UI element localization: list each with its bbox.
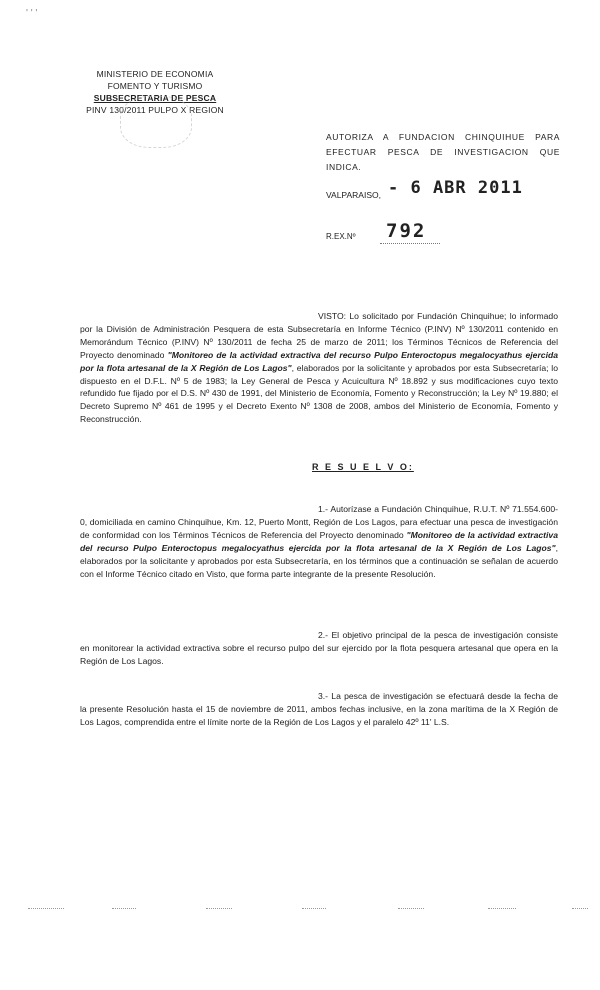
p1-text-2: , elaborados por la solicitante y aprobados por esta Subsecretaría, en los términos que a continuación se señalan de acuerdo con el Informe Técnico citado en Visto, que forma parte integrante de la presente Resolución. (80, 542, 558, 579)
rex-label: R.EX.Nº (326, 232, 356, 241)
rex-number: 792 (386, 220, 427, 242)
footer-mark-5 (398, 908, 424, 910)
date-stamp: - 6 ABR 2011 (388, 178, 523, 198)
visto-paragraph (80, 310, 558, 426)
header-line-fomento: FOMENTO Y TURISMO (107, 81, 203, 91)
stamp-seal (120, 96, 192, 148)
paragraph-2: 2.- El objetivo principal de la pesca de investigación consiste en monitorear la actividad extractiva sobre el recurso pulpo del sur ejercido por la flota pesquera artesanal que opera en la Región de Los Lagos. (80, 630, 558, 666)
visto-text-2: , elaborados por la solicitante y aprobados por esta Subsecretaría; lo dispuesto en el D.F.L. Nº 5 de 1983; la Ley General de Pesca y Acuicultura Nº 18.892 y sus modificaciones cuyo texto refundido fue fijado por el D.S. Nº 430 de 1991, del Ministerio de Economía, Fomento y Reconstrucción; la Ley Nº 19.880; el Decreto Supremo Nº 461 de 1995 y el Decreto Exento Nº 1308 de 2008, ambos del Ministerio de Economía, Fomento y Reconstrucción. (80, 362, 558, 425)
subject-text: AUTORIZA A FUNDACION CHINQUIHUE PARA EFECTUAR PESCA DE INVESTIGACION QUE INDICA. (326, 132, 560, 172)
paragraph-1 (80, 503, 558, 580)
date-label: VALPARAISO, (326, 190, 381, 200)
footer-mark-7 (572, 908, 588, 910)
footer-mark-6 (488, 908, 516, 910)
footer-mark-3 (206, 908, 232, 910)
top-mark: ' ' ' (26, 8, 38, 19)
p1-project-title: "Monitoreo de la actividad extractiva del recurso Pulpo Enteroctopus megalocyathus ejercida por la flota artesanal de la X Región de Los Lagos" (80, 529, 558, 553)
paragraph-3: 3.- La pesca de investigación se efectuará desde la fecha de la presente Resolución hasta el 15 de noviembre de 2011, ambos fechas inclusive, en la zona marítima de la X Región de Los Lagos, comprendida entre el límite norte de la Región de Los Lagos y el paralelo 42º 11' L.S. (80, 691, 558, 727)
rex-underline (380, 243, 440, 244)
footer-mark-4 (302, 908, 326, 910)
header-line-subsecretaria: SUBSECRETARIA DE PESCA (93, 93, 217, 103)
resuelvo-heading: R E S U E L V O: (312, 462, 414, 472)
visto-text-1: VISTO: Lo solicitado por Fundación Chinquihue; lo informado por la División de Administración Pesquera de esta Subsecretaría en Informe Técnico (P.INV) Nº 130/2011 contenido en Memorándum Técnico (P.INV) Nº 130/2011 de fecha 25 de marzo de 2011; los Términos Técnicos de Referencia del Proyecto denominado (80, 311, 558, 360)
header-line-ministry: MINISTERIO DE ECONOMIA (96, 69, 214, 79)
footer-mark-1 (28, 908, 64, 910)
p1-text-1: 1.- Autorízase a Fundación Chinquihue, R.U.T. Nº 71.554.600-0, domiciliada en camino Chinquihue, Km. 12, Puerto Montt, Región de Los Lagos, para efectuar una pesca de investigación de conformidad con los Términos Técnicos de Referencia del Proyecto denominado (80, 504, 558, 540)
visto-project-title: "Monitoreo de la actividad extractiva del recurso Pulpo Enteroctopus megalocyathus ejercida por la flota artesanal de la X Región de Los Lagos" (80, 349, 559, 373)
footer-mark-2 (112, 908, 136, 910)
header-line-pinv: PINV 130/2011 PULPO X REGION (86, 105, 224, 115)
